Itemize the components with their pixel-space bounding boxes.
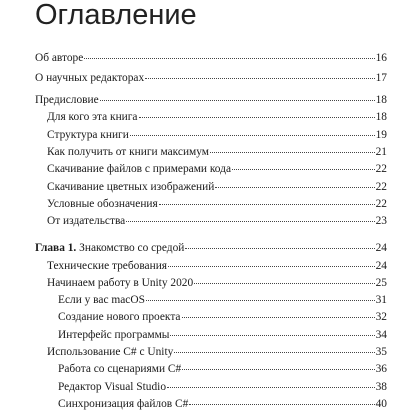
toc-entry-text: Предисловие	[35, 94, 99, 106]
toc-entry[interactable]	[47, 275, 387, 291]
toc-entry-text: Технические требования	[47, 260, 168, 272]
toc-page-number: 24	[375, 260, 387, 272]
toc-entry-label	[35, 50, 83, 66]
toc-page-number: 35	[375, 346, 387, 358]
toc-entry[interactable]	[47, 179, 387, 195]
toc-page-number: 19	[375, 129, 387, 141]
toc-entry[interactable]	[35, 70, 387, 86]
toc-page-number: 34	[375, 329, 387, 341]
toc-entry-label	[35, 240, 184, 256]
toc-entry-label	[47, 179, 214, 195]
toc-dot-leader	[100, 100, 375, 101]
toc-entry-text: От издательства	[47, 215, 126, 227]
toc-dot-leader	[182, 369, 374, 370]
page-title: Оглавление	[35, 0, 197, 31]
toc-entry-label	[47, 275, 193, 291]
toc-entry-text: Как получить от книги максимум	[47, 146, 210, 158]
toc-entry-text: Синхронизация файлов C#	[58, 398, 189, 410]
toc-page-number: 21	[375, 146, 387, 158]
toc-dot-leader	[145, 78, 374, 79]
toc-entry-label	[58, 379, 166, 395]
toc-entry-label	[47, 161, 231, 177]
toc-dot-leader	[146, 300, 375, 301]
toc-entry-text: Скачивание цветных изображений	[47, 181, 215, 193]
toc-entry[interactable]	[47, 196, 387, 212]
toc-chapter-number: Глава 1.	[35, 242, 77, 254]
toc-entry[interactable]	[47, 127, 387, 143]
toc-dot-leader	[159, 204, 375, 205]
toc-entry-label	[58, 327, 169, 343]
toc-dot-leader	[174, 352, 374, 353]
toc-page-number: 40	[375, 398, 387, 410]
toc-page-number: 25	[375, 277, 387, 289]
toc-entry-label	[47, 258, 167, 274]
toc-entry-label	[58, 361, 181, 377]
toc-entry-label	[47, 109, 138, 125]
toc-entry[interactable]	[58, 309, 387, 325]
toc-entry[interactable]	[58, 327, 387, 343]
toc-entry-label	[58, 292, 145, 308]
toc-entry-label	[47, 213, 125, 229]
toc-entry-text: Начинаем работу в Unity 2020	[47, 277, 194, 289]
toc-entry-text: Структура книги	[47, 129, 129, 141]
toc-entry-text: Создание нового проекта	[58, 311, 181, 323]
toc-page-number: 22	[375, 163, 387, 175]
toc-dot-leader	[194, 283, 374, 284]
toc-entry-text: Знакомство со средой	[79, 242, 185, 254]
toc-entry-text: Работа со сценариями C#	[58, 363, 182, 375]
toc-entry-text: Условные обозначения	[47, 198, 158, 210]
toc-page-number: 22	[375, 198, 387, 210]
toc-entry[interactable]	[47, 161, 387, 177]
toc-entry-label	[35, 70, 144, 86]
toc-page-number: 36	[375, 363, 387, 375]
toc-entry-label	[58, 396, 188, 412]
toc-entry-label	[47, 144, 209, 160]
toc-entry[interactable]	[35, 50, 387, 66]
toc-dot-leader	[182, 317, 375, 318]
toc-entry-label	[35, 92, 99, 108]
toc-entry[interactable]	[58, 396, 387, 412]
toc-dot-leader	[130, 135, 375, 136]
toc-entry-text: Редактор Visual Studio	[58, 381, 167, 393]
toc-dot-leader	[167, 387, 375, 388]
toc-dot-leader	[189, 404, 374, 405]
toc-dot-leader	[84, 58, 374, 59]
toc-page-number: 24	[375, 242, 387, 254]
toc-entry-text: Использование C# с Unity	[47, 346, 174, 358]
toc-page-number: 38	[375, 381, 387, 393]
toc-entry[interactable]	[35, 92, 387, 108]
toc-dot-leader	[232, 169, 375, 170]
toc-entry-label	[47, 127, 129, 143]
toc-entry[interactable]	[47, 213, 387, 229]
toc-entry-label	[47, 196, 158, 212]
toc-entry[interactable]	[58, 292, 387, 308]
toc-page-number: 16	[375, 52, 387, 64]
toc-dot-leader	[139, 117, 375, 118]
toc-entry[interactable]	[47, 344, 387, 360]
toc-page-number: 22	[375, 181, 387, 193]
toc-entry[interactable]	[47, 109, 387, 125]
toc-page-number: 23	[375, 215, 387, 227]
toc-entry-text: Об авторе	[35, 52, 84, 64]
toc-entry[interactable]	[47, 144, 387, 160]
toc-entry-text: Скачивание файлов с примерами кода	[47, 163, 232, 175]
toc-page-number: 18	[375, 94, 387, 106]
toc-entry[interactable]	[58, 379, 387, 395]
toc-page-number: 32	[375, 311, 387, 323]
toc-page-number: 17	[375, 72, 387, 84]
toc-entry[interactable]	[47, 258, 387, 274]
toc-entry-text: Для кого эта книга	[47, 111, 138, 123]
toc-entry-text: Интерфейс программы	[58, 329, 170, 341]
toc-dot-leader	[170, 335, 374, 336]
toc-entry[interactable]	[58, 361, 387, 377]
toc-page-number: 31	[375, 294, 387, 306]
toc-entry-text: Если у вас macOS	[58, 294, 145, 306]
toc-entry-label	[58, 309, 181, 325]
toc-dot-leader	[168, 266, 375, 267]
toc-entry[interactable]	[35, 240, 387, 256]
toc-entry-text: О научных редакторах	[35, 72, 145, 84]
toc-dot-leader	[126, 221, 374, 222]
toc-dot-leader	[185, 248, 374, 249]
toc-dot-leader	[215, 187, 374, 188]
toc-entry-label	[47, 344, 173, 360]
toc-page-number: 18	[375, 111, 387, 123]
toc-dot-leader	[210, 152, 375, 153]
